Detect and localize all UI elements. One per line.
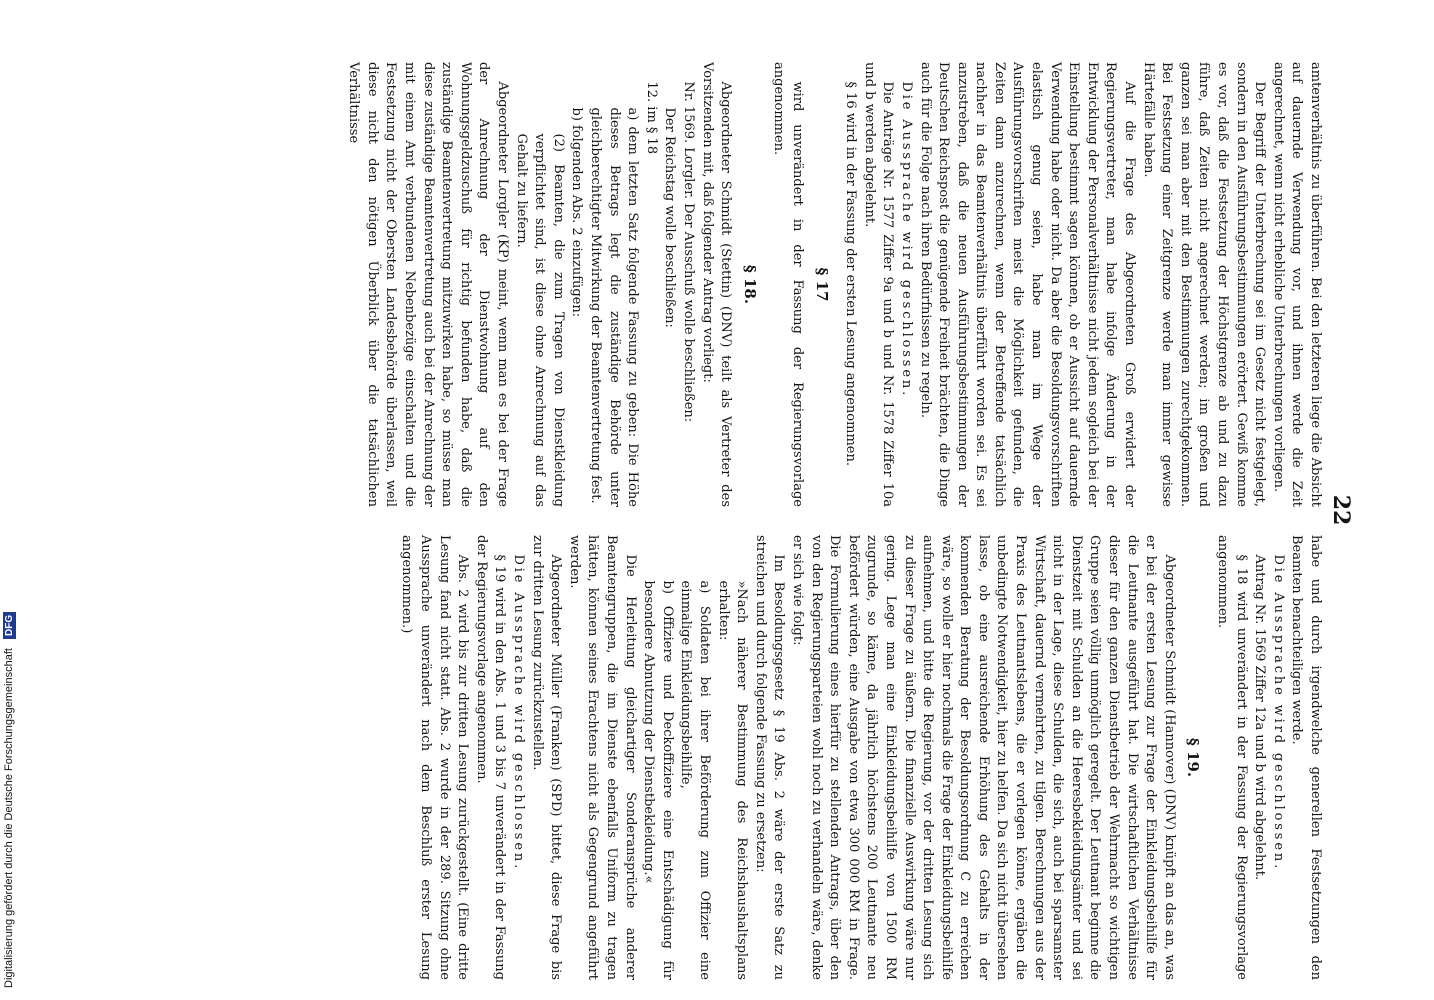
paragraph: Nr. 1569. Lorgler. Der Ausschuß wolle beschließen:	[681, 81, 696, 423]
paragraph: § 18 wird unverändert in der Fassung der Regierungsvorlage angenommen.	[1215, 535, 1249, 980]
footer-line	[0, 0, 18, 1000]
procedural-note: Die Aussprache wird geschlossen.	[898, 81, 914, 399]
paragraph: Der Reichstag wolle beschließen:	[662, 107, 678, 328]
paragraph: Abgeordneter Schmidt (Hannover) (DNV) knüpft an das an, was er bei der ersten Lesung zur Frage der Einkleidungsbeihilfe für die Leutnante ausgeführt hat. Die wirtschaftlichen Verhältnisse dieser für den ganzen Dienstbetrieb der Wehrmacht so wichtigen Gruppe seien völlig unmöglich geregelt. Der Leutnant beginne die Dienstzeit mit Schulden an die Heeresbekleidungsämter und sei nicht in der Lage, diese Schulden, die sich, auch bei sparsamster Wirtschaft, dauernd vermehrten, zu tilgen. Berechnungen aus der Praxis des Leutnantslebens, die er vorlegen könne, ergäben die unbedingte Notwendigkeit, hier zu helfen. Da sich nicht übersehen lasse, ob eine ausreichende Erhöhung des Gehalts in der kommenden Beratung der Besoldungsordnung C zu erreichen wäre, so wolle er hier nochmals die Frage der Einkleidungsbeihilfe aufnehmen, und bitte die Regierung, vor der dritten Lesung sich zu dieser Frage zu äußern. Die finanzielle Auswirkung wäre nur gering. Lege man eine Einkleidungsbeihilfe von 1500 RM zugrunde, so käme, da jährlich höchstens 200 Leutnante neu befördert würden, eine Ausgabe von etwa 300 000 RM in Frage. Die Formulierung eines hierfür zu stellenden Antrags, über den von den Regierungsparteien wohl noch zu verhandeln wäre, denke er sich wie folgt:	[789, 535, 1177, 980]
left-column	[344, 62, 1324, 507]
right-column	[397, 535, 1324, 980]
section-heading: § 18.	[740, 264, 759, 305]
paragraph: b) folgenden Abs. 2 einzufügen:	[569, 107, 585, 318]
section-heading: § 17	[812, 267, 831, 302]
paragraph: Abgeordneter Schmidt (Stettin) (DNV) teilt als Vertreter des Vorsitzenden mit, daß folgender Antrag vorliegt:	[699, 62, 734, 507]
procedural-note: Die Aussprache wird geschlossen.	[511, 554, 527, 872]
paragraph: Der Begriff der Unterbrechung sei im Gesetz nicht festgelegt, sondern in den Ausführungsbestimmungen erörtert. Gewiß komme es vor, daß die Festsetzung der Höchstgrenze ab und zu dazu führe, daß Zeiten nicht angerechnet werden; im großen und ganzen sei man aber mit den Bestimmungen zurechtgekommen. Bei Festsetzung einer Zeitgrenze werde man immer gewisse Härtefälle haben.	[1140, 62, 1268, 507]
paragraph: Die Herleitung gleichartiger Sonderansprüche anderer Beamtengruppen, die im Dienste ebenfalls Uniform zu tragen hätten, können seines Erachtens nicht als Gegengrund angeführt werden.	[566, 535, 638, 980]
paragraph: Auf die Frage des Abgeordneten Groß erwidert der Regierungsvertreter, man habe infolge Änderung in der Entwicklung der Personalverhältnisse nicht jedem sogleich bei der Einstellung bestimmt sagen können, ob er Aussicht auf dauernde Verwendung habe oder nicht. Da aber die Besoldungsvorschriften elastisch genug seien, habe man im Wege der Ausführungsvorschriften meist die Möglichkeit gefunden, die Zeiten dann anzurechnen, wenn der Betreffende tatsächlich nachher in das Beamtenverhältnis überführt worden sei. Es sei anzustreben, daß die neuen Ausführungsbestimmungen der Deutschen Reichspost die genügende Freiheit brächten, die Dinge auch für die Folge nach ihren Bedürfnissen zu regeln.	[917, 62, 1138, 507]
paragraph: Abgeordneter Lorgler (KP) meint, wenn man es bei der Frage der Anrechnung der Dienstwohnung auf den Wohnungsgeldzuschuß für richtig befunden habe, daß die zuständige Beamtenvertretung mitzuwirken habe, so müsse man diese zuständige Beamtenvertretung auch bei der Anrechnung der mit einem Amt verbundenen Nebenbezüge einschalten und die Festsetzung nicht der Obersten Landesbehörde überlassen, weil diese nicht den nötigen Überblick über die tatsächlichen Verhältnisse	[346, 62, 511, 507]
paragraph: Die Anträge Nr. 1577 Ziffer 9a und b und Nr. 1578 Ziffer 10a und b werden abgelehnt.	[861, 62, 896, 507]
paragraph: Abs. 2 wird bis zur dritten Lesung zurückgestellt. (Eine dritte Lesung fand nicht statt. Abs. 2 wurde in der 289. Sitzung ohne Aussprache unverändert nach dem Beschluß erster Lesung angenommen.)	[399, 535, 471, 980]
paragraph: »Nach näherer Bestimmung des Reichshaushaltsplans erhalten:	[715, 580, 750, 980]
paragraph: amtenverhältnis zu überführen. Bei den letzteren liege die Absicht auf dauernde Verwendung vor, und ihnen werde die Zeit angerechnet, wenn nicht erhebliche Unterbrechungen vorliegen.	[1270, 62, 1323, 507]
paragraph: habe und durch irgendwelche generellen Festsetzungen den Beamten benachteiligen werde.	[1289, 535, 1323, 980]
page-number: 22	[1328, 494, 1354, 526]
procedural-note: Die Aussprache wird geschlossen.	[1270, 554, 1286, 872]
paragraph: wird unverändert in der Fassung der Regierungsvorlage angenommen.	[771, 62, 805, 507]
paragraph: 12. im § 18	[643, 81, 659, 155]
dfg-logo-icon: DFG	[3, 612, 16, 639]
digitization-footer	[0, 0, 18, 1000]
paragraph: § 19 wird in den Abs. 1 und 3 bis 7 unverändert in der Fassung der Regierungsvorlage angenommen.	[473, 535, 508, 980]
paragraph: § 16 wird in der Fassung der ersten Lesung angenommen.	[843, 81, 859, 466]
paragraph: Abgeordneter Müller (Franken) (SPD) bittet, diese Frage bis zur dritten Lesung zurückzustellen.	[529, 535, 564, 980]
paragraph: (2) Beamten, die zum Tragen von Dienstkleidung verpflichtet sind, ist diese ohne Anrechnung auf das Gehalt zu liefern.	[513, 133, 566, 507]
paragraph: Im Besoldungsgesetz § 19 Abs. 2 wäre der erste Satz zu streichen und durch folgende Fassung zu ersetzen:	[752, 535, 787, 980]
footer-note: Digitalisierung gefördert durch die Deutsche Forschungsgemeinschaft	[3, 648, 15, 988]
paragraph: a) dem letzten Satz folgende Fassung zu geben: Die Höhe dieses Betrags legt die zuständige Behörde unter gleichberechtigter Mitwirkung der Beamtenvertretung fest.	[588, 107, 641, 507]
section-heading: § 19.	[1184, 737, 1203, 778]
paragraph: b) Offiziere und Deckoffiziere eine Entschädigung für besondere Abnutzung der Dienstbekleidung.«	[641, 580, 675, 980]
paragraph: a) Soldaten bei ihrer Beförderung zum Offizier eine einmalige Einkleidungsbeihilfe,	[678, 580, 712, 980]
paragraph: Antrag Nr. 1569 Ziffer 12a und b wird abgelehnt.	[1252, 554, 1268, 881]
